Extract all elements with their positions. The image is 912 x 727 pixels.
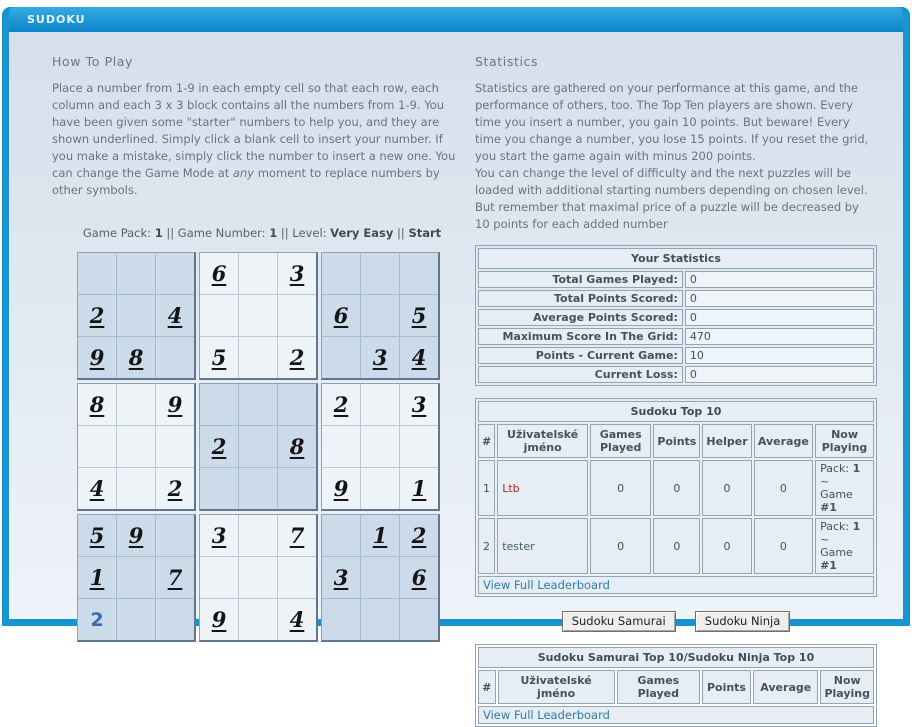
sudoku-cell[interactable]: [200, 515, 238, 556]
separator: ||: [397, 226, 405, 240]
stat-value: 0: [754, 460, 813, 516]
sudoku-cell[interactable]: [78, 515, 116, 556]
column-header: Now Playing: [815, 424, 874, 458]
user-number: 2: [90, 608, 104, 631]
view-full-leaderboard-link[interactable]: View Full Leaderboard: [483, 708, 610, 722]
sudoku-cell[interactable]: [400, 253, 438, 294]
sudoku-cell[interactable]: [239, 295, 277, 336]
given-number: 5: [211, 345, 227, 370]
game-pack-value: 1: [154, 226, 163, 240]
sudoku-cell[interactable]: [200, 337, 238, 378]
sudoku-cell[interactable]: [156, 468, 194, 509]
game-info-bar: [77, 226, 447, 240]
stat-value: 10: [685, 347, 874, 364]
game-number-label: Game Number:: [177, 226, 266, 240]
given-number: 2: [167, 476, 183, 501]
sudoku-cell[interactable]: [156, 426, 194, 467]
sudoku-cell[interactable]: [200, 253, 238, 294]
sudoku-cell[interactable]: [156, 515, 194, 556]
sudoku-cell[interactable]: [322, 515, 360, 556]
statistics-heading: Statistics: [475, 54, 539, 69]
given-number: 9: [128, 523, 144, 548]
sudoku-cell[interactable]: [361, 295, 399, 336]
sudoku-cell[interactable]: [278, 557, 316, 598]
stat-value: 0: [590, 518, 651, 574]
mode-buttons-row: [475, 610, 877, 632]
statistics-text-2: You can change the level of difficulty and the next puzzles will be loaded with additional starting numbers depending on chosen level. But remember that maximal price of a puzzle will be decreased by 10 points for each added number: [475, 166, 868, 231]
sudoku-cell[interactable]: [400, 468, 438, 509]
given-number: 4: [411, 345, 427, 370]
given-number: 9: [211, 607, 227, 632]
right-column: [475, 54, 877, 722]
table-row: [478, 271, 874, 288]
stat-value: 0: [653, 518, 700, 574]
stat-label: Maximum Score In The Grid:: [478, 328, 683, 345]
given-number: 1: [89, 565, 105, 590]
separator: ||: [166, 226, 175, 240]
how-to-play-text-pre: Place a number from 1-9 in each empty cell so that each row, each column and each 3 x 3 block contains all the numbers from 1-9. You have been given some "starter" numbers to help you, and they are shown underlined. Simply click a blank cell to insert your number. If you make a mistake, simply click the number to insert a new one. You can change the Game Mode at: [52, 81, 456, 180]
sudoku-cell[interactable]: [239, 599, 277, 640]
separator: ||: [280, 226, 289, 240]
sudoku-cell[interactable]: [117, 468, 155, 509]
sudoku-cell[interactable]: [322, 253, 360, 294]
sudoku-cell[interactable]: [200, 384, 238, 425]
given-number: 9: [89, 345, 105, 370]
given-number: 5: [89, 523, 105, 548]
sudoku-cell[interactable]: [361, 253, 399, 294]
player-name-link[interactable]: Ltb: [502, 481, 520, 495]
sudoku-cell[interactable]: [239, 515, 277, 556]
given-number: 9: [333, 476, 349, 501]
sudoku-cell[interactable]: [117, 384, 155, 425]
samurai-ninja-title-row: [478, 647, 874, 668]
player-name-cell: [497, 518, 588, 574]
now-playing-cell: [815, 518, 874, 574]
sudoku-cell[interactable]: [400, 384, 438, 425]
sudoku-cell[interactable]: [322, 384, 360, 425]
sudoku-block: [321, 514, 440, 642]
statistics-text-1: Statistics are gathered on your performance at this game, and the performance of others, too. The Top Ten players are shown. Every time you insert a number, you gain 10 points. But beware! Every time you change a number, you lose 15 points. If you reset the grid, you start the game again with minus 200 points.: [475, 81, 869, 163]
given-number: 3: [211, 523, 227, 548]
given-number: 8: [89, 392, 105, 417]
now-playing-line: Pack: 1 ~: [820, 520, 861, 546]
leaderboard-footer-row: [478, 576, 874, 594]
sudoku-block: [321, 383, 440, 511]
sudoku-cell[interactable]: [200, 426, 238, 467]
column-header: Helper: [702, 424, 751, 458]
level-label: Level:: [292, 226, 327, 240]
column-header: Uživatelské jméno: [498, 670, 615, 704]
column-header: Now Playing: [820, 670, 874, 704]
sudoku-cell[interactable]: [322, 599, 360, 640]
column-header: Games Played: [590, 424, 651, 458]
stat-value: 0: [653, 460, 700, 516]
sudoku-cell[interactable]: [361, 426, 399, 467]
statistics-text: [475, 80, 877, 233]
sudoku-cell[interactable]: [322, 426, 360, 467]
sudoku-cell[interactable]: [239, 337, 277, 378]
how-to-play-text: [52, 80, 467, 199]
sudoku-cell[interactable]: [156, 599, 194, 640]
given-number: 4: [167, 303, 183, 328]
sudoku-cell[interactable]: [200, 557, 238, 598]
your-statistics-table: [475, 245, 877, 386]
given-number: 8: [289, 434, 305, 459]
sudoku-cell[interactable]: [117, 426, 155, 467]
sudoku-cell[interactable]: [322, 337, 360, 378]
stat-label: Average Points Scored:: [478, 309, 683, 326]
given-number: 6: [411, 565, 427, 590]
rank-cell: 2: [478, 518, 495, 574]
now-playing-line: Game #1: [820, 488, 853, 514]
leaderboard-footer-row: [478, 706, 874, 724]
sudoku-cell[interactable]: [361, 384, 399, 425]
sudoku-cell[interactable]: [400, 337, 438, 378]
column-header: Games Played: [617, 670, 700, 704]
sudoku-cell[interactable]: [400, 426, 438, 467]
how-to-play-text-post: moment to replace numbers by other symbols.: [52, 166, 440, 197]
sudoku-block: [77, 252, 196, 380]
sudoku-cell[interactable]: [78, 468, 116, 509]
column-header: #: [478, 424, 495, 458]
sudoku-cell[interactable]: [278, 295, 316, 336]
view-full-leaderboard-link[interactable]: View Full Leaderboard: [483, 578, 610, 592]
table-row: [478, 328, 874, 345]
your-statistics-title: Your Statistics: [478, 248, 874, 269]
window-titlebar: [9, 7, 903, 32]
stat-label: Points - Current Game:: [478, 347, 683, 364]
stat-value: 0: [702, 460, 751, 516]
sudoku-cell[interactable]: [200, 468, 238, 509]
sudoku-cell[interactable]: [400, 515, 438, 556]
sudoku-cell[interactable]: [156, 384, 194, 425]
sudoku-cell[interactable]: [156, 337, 194, 378]
stat-value: 0: [590, 460, 651, 516]
top10-title: Sudoku Top 10: [478, 401, 874, 422]
how-to-play-text-italic: any: [232, 166, 255, 180]
given-number: 2: [411, 523, 427, 548]
stat-value: 0: [702, 518, 751, 574]
now-playing-line: Pack: 1 ~: [820, 462, 861, 488]
sudoku-cell[interactable]: [156, 557, 194, 598]
top10-table: [475, 398, 877, 597]
player-name-cell: [497, 460, 588, 516]
sudoku-window: [2, 7, 910, 722]
sudoku-cell[interactable]: [322, 295, 360, 336]
sudoku-block: [199, 252, 318, 380]
sudoku-cell[interactable]: [278, 384, 316, 425]
sudoku-block: [77, 383, 196, 511]
sudoku-cell[interactable]: [78, 337, 116, 378]
your-statistics-title-row: [478, 248, 874, 269]
column-header: Average: [753, 670, 818, 704]
sudoku-cell[interactable]: [278, 599, 316, 640]
sudoku-block: [199, 514, 318, 642]
sudoku-block: [321, 252, 440, 380]
given-number: 4: [89, 476, 105, 501]
table-row: [478, 347, 874, 364]
sudoku-cell[interactable]: [117, 253, 155, 294]
given-number: 8: [128, 345, 144, 370]
given-number: 7: [167, 565, 183, 590]
sudoku-cell[interactable]: [117, 557, 155, 598]
sudoku-block: [77, 514, 196, 642]
sudoku-cell[interactable]: [200, 599, 238, 640]
now-playing-cell: [815, 460, 874, 516]
top10-header-row: [478, 424, 874, 458]
stat-value: 0: [685, 290, 874, 307]
sudoku-cell[interactable]: [78, 295, 116, 336]
sudoku-cell[interactable]: [78, 384, 116, 425]
sudoku-cell[interactable]: [117, 337, 155, 378]
given-number: 5: [411, 303, 427, 328]
sudoku-cell[interactable]: [400, 295, 438, 336]
given-number: 6: [333, 303, 349, 328]
table-row: [478, 290, 874, 307]
start-link[interactable]: Start: [408, 226, 442, 240]
sudoku-cell[interactable]: [78, 426, 116, 467]
sudoku-cell[interactable]: [239, 426, 277, 467]
sudoku-cell[interactable]: [278, 468, 316, 509]
given-number: 7: [289, 523, 305, 548]
given-number: 6: [211, 261, 227, 286]
sudoku-cell[interactable]: [78, 253, 116, 294]
given-number: 4: [289, 607, 305, 632]
samurai-ninja-title: Sudoku Samurai Top 10/Sudoku Ninja Top 10: [478, 647, 874, 668]
column-header: Average: [754, 424, 813, 458]
top10-title-row: [478, 401, 874, 422]
sudoku-block: [199, 383, 318, 511]
given-number: 3: [289, 261, 305, 286]
given-number: 3: [411, 392, 427, 417]
sudoku-cell[interactable]: [156, 253, 194, 294]
sudoku-cell[interactable]: [361, 599, 399, 640]
sudoku-cell[interactable]: [361, 557, 399, 598]
given-number: 3: [372, 345, 388, 370]
sudoku-cell[interactable]: [361, 337, 399, 378]
table-row: [478, 366, 874, 383]
given-number: 2: [89, 303, 105, 328]
content-area: [9, 32, 903, 722]
stat-value: 470: [685, 328, 874, 345]
given-number: 2: [333, 392, 349, 417]
rank-cell: 1: [478, 460, 495, 516]
sudoku-cell[interactable]: [239, 557, 277, 598]
sudoku-cell[interactable]: [322, 468, 360, 509]
sudoku-cell[interactable]: [278, 337, 316, 378]
stat-value: 0: [685, 366, 874, 383]
given-number: 2: [289, 345, 305, 370]
sudoku-cell[interactable]: [278, 426, 316, 467]
player-name-link[interactable]: tester: [502, 539, 535, 553]
stat-label: Current Loss:: [478, 366, 683, 383]
sudoku-cell[interactable]: [117, 515, 155, 556]
column-header: Uživatelské jméno: [497, 424, 588, 458]
sudoku-grid: [77, 252, 440, 642]
sudoku-cell[interactable]: [117, 599, 155, 640]
given-number: 3: [333, 565, 349, 590]
sudoku-cell[interactable]: [78, 557, 116, 598]
sudoku-cell[interactable]: [322, 557, 360, 598]
stat-value: 0: [754, 518, 813, 574]
left-column: [52, 54, 467, 632]
given-number: 2: [211, 434, 227, 459]
sudoku-cell[interactable]: [78, 599, 116, 640]
level-value: Very Easy: [330, 226, 394, 240]
leaderboard-footer-cell: [478, 576, 874, 594]
sudoku-cell[interactable]: [400, 557, 438, 598]
sudoku-cell[interactable]: [239, 468, 277, 509]
game-number-value: 1: [269, 226, 278, 240]
sudoku-cell[interactable]: [361, 468, 399, 509]
now-playing-line: Game #1: [820, 546, 853, 572]
given-number: 9: [167, 392, 183, 417]
window-title: SUDOKU: [27, 13, 86, 26]
table-row: [478, 309, 874, 326]
sudoku-cell[interactable]: [117, 295, 155, 336]
sudoku-cell[interactable]: [239, 384, 277, 425]
samurai-ninja-header-row: [478, 670, 874, 704]
given-number: 1: [372, 523, 388, 548]
column-header: Points: [653, 424, 700, 458]
leaderboard-footer-cell: [478, 706, 874, 724]
sudoku-cell[interactable]: [239, 253, 277, 294]
game-pack-label: Game Pack:: [82, 226, 152, 240]
sudoku-cell[interactable]: [400, 599, 438, 640]
stat-label: Total Games Played:: [478, 271, 683, 288]
samurai-ninja-top10-table: [475, 644, 877, 727]
given-number: 1: [411, 476, 427, 501]
sudoku-cell[interactable]: [200, 295, 238, 336]
table-row: [478, 460, 874, 516]
sudoku-cell[interactable]: [278, 253, 316, 294]
sudoku-cell[interactable]: [361, 515, 399, 556]
sudoku-ninja-button[interactable]: Sudoku Ninja: [695, 611, 791, 632]
stat-value: 0: [685, 271, 874, 288]
column-header: Points: [702, 670, 751, 704]
stat-label: Total Points Scored:: [478, 290, 683, 307]
how-to-play-heading: How To Play: [52, 54, 134, 69]
stat-value: 0: [685, 309, 874, 326]
sudoku-cell[interactable]: [156, 295, 194, 336]
sudoku-samurai-button[interactable]: Sudoku Samurai: [562, 611, 676, 632]
column-header: #: [478, 670, 496, 704]
sudoku-cell[interactable]: [278, 515, 316, 556]
table-row: [478, 518, 874, 574]
